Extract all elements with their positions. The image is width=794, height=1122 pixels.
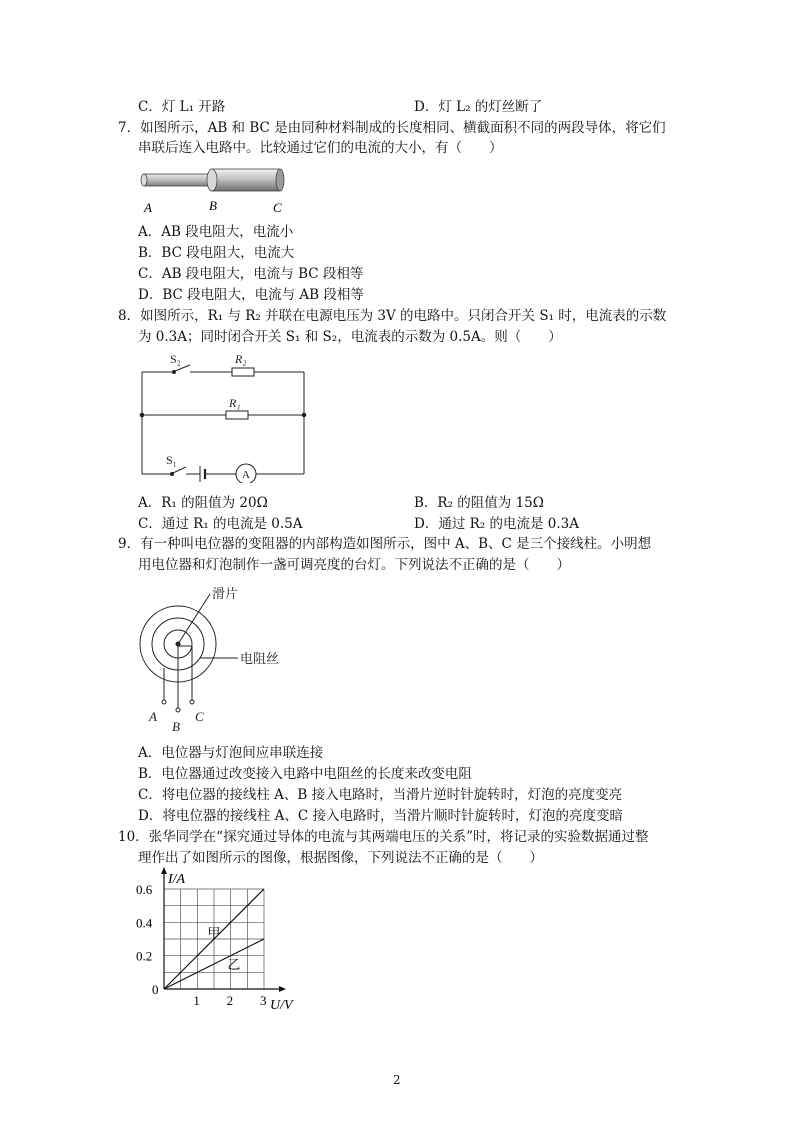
x-tick-label: 2 [226,993,234,1008]
q7-label-a: A [144,200,152,215]
q8-option-a: A．R₁ 的阻值为 20Ω [138,495,268,511]
series-label-jia: 甲 [207,926,221,942]
q10-stem-line2: 理作出了如图所示的图像，根据图像，下列说法不正确的是（ ） [138,850,543,866]
q9-label-b: B [172,719,180,734]
q8-label-s2: S₂ [170,352,181,366]
q8-stem-line1: 8．如图所示，R₁ 与 R₂ 并联在电源电压为 3V 的电路中。只闭合开关 S₁ 时，电流表的示数 [118,308,667,324]
q9-option-a: A．电位器与灯泡间应串联连接 [138,745,324,761]
q7-option-c: C．AB 段电阻大，电流与 BC 段相等 [138,266,364,282]
x-axis-label: U/V [270,998,293,1013]
q9-option-c: C．将电位器的接线柱 A、B 接入电路时，当滑片逆时针旋转时，灯泡的亮度变亮 [138,787,623,803]
q7-label-b: B [209,198,217,213]
q9-option-d: D．将电位器的接线柱 A、C 接入电路时，当滑片顺时针旋转时，灯泡的亮度变暗 [138,808,623,824]
q8-label-ammeter: A [242,469,250,481]
q7-option-b: B．BC 段电阻大，电流大 [138,245,295,261]
q8-label-r1: R₁ [229,396,241,410]
q8-circuit-figure [134,348,319,487]
x-tick-label: 3 [260,993,267,1008]
y-tick-label: 0.6 [136,882,153,897]
q10-stem-line1: 10．张华同学在“探究通过导体的电流与其两端电压的关系”时，将记录的实验数据通过整 [118,829,649,845]
q8-label-s1: S₁ [166,453,177,467]
x-axis-arrow [279,986,286,992]
q7-stem-line2: 串联后连入电路中。比较通过它们的电流的大小，有（ ） [138,140,503,156]
q7-option-a: A．AB 段电阻大，电流小 [138,224,294,240]
q9-label-a: A [149,709,157,724]
y-axis-label: I/A [168,872,186,887]
q10-iu-graph [126,866,316,1020]
q9-label-wire: 电阻丝 [240,652,280,667]
q9-potentiometer-figure [134,580,294,739]
origin-label: 0 [152,982,159,997]
q8-option-c: C．通过 R₁ 的电流是 0.5A [138,516,303,532]
y-tick-label: 0.4 [136,915,153,931]
q7-conductor-figure [134,164,294,224]
q8-stem-line2: 为 0.3A；同时闭合开关 S₁ 和 S₂，电流表的示数为 0.5A。则（ ） [138,329,562,345]
q9-stem-line2: 用电位器和灯泡制作一盏可调亮度的台灯。下列说法不正确的是（ ） [138,557,570,573]
x-tick-label: 1 [193,993,200,1008]
q7-label-c: C [273,200,282,215]
y-tick-label: 0.2 [136,948,153,964]
q9-label-slider: 滑片 [212,587,239,602]
q9-option-b: B．电位器通过改变接入电路中电阻丝的长度来改变电阻 [138,766,472,782]
q7-option-d: D．BC 段电阻大，电流与 AB 段相等 [138,287,364,303]
y-axis-arrow [161,867,167,874]
q8-option-d: D．通过 R₂ 的电流是 0.3A [414,516,579,532]
page-number: 2 [393,1073,401,1087]
q6-option-c: C．灯 L₁ 开路 [138,99,226,115]
q9-stem-line1: 9．有一种叫电位器的变阻器的内部构造如图所示，图中 A、B、C 是三个接线柱。小明想 [118,536,652,552]
q8-label-r2: R₂ [235,352,247,366]
q9-label-c: C [195,709,204,724]
q8-option-b: B．R₂ 的阻值为 15Ω [414,495,544,511]
q6-option-d: D．灯 L₂ 的灯丝断了 [414,99,543,115]
series-label-yi: 乙 [227,958,241,973]
q7-stem-line1: 7．如图所示，AB 和 BC 是由同种材料制成的长度相同、横截面积不同的两段导体，将它们 [118,120,666,136]
